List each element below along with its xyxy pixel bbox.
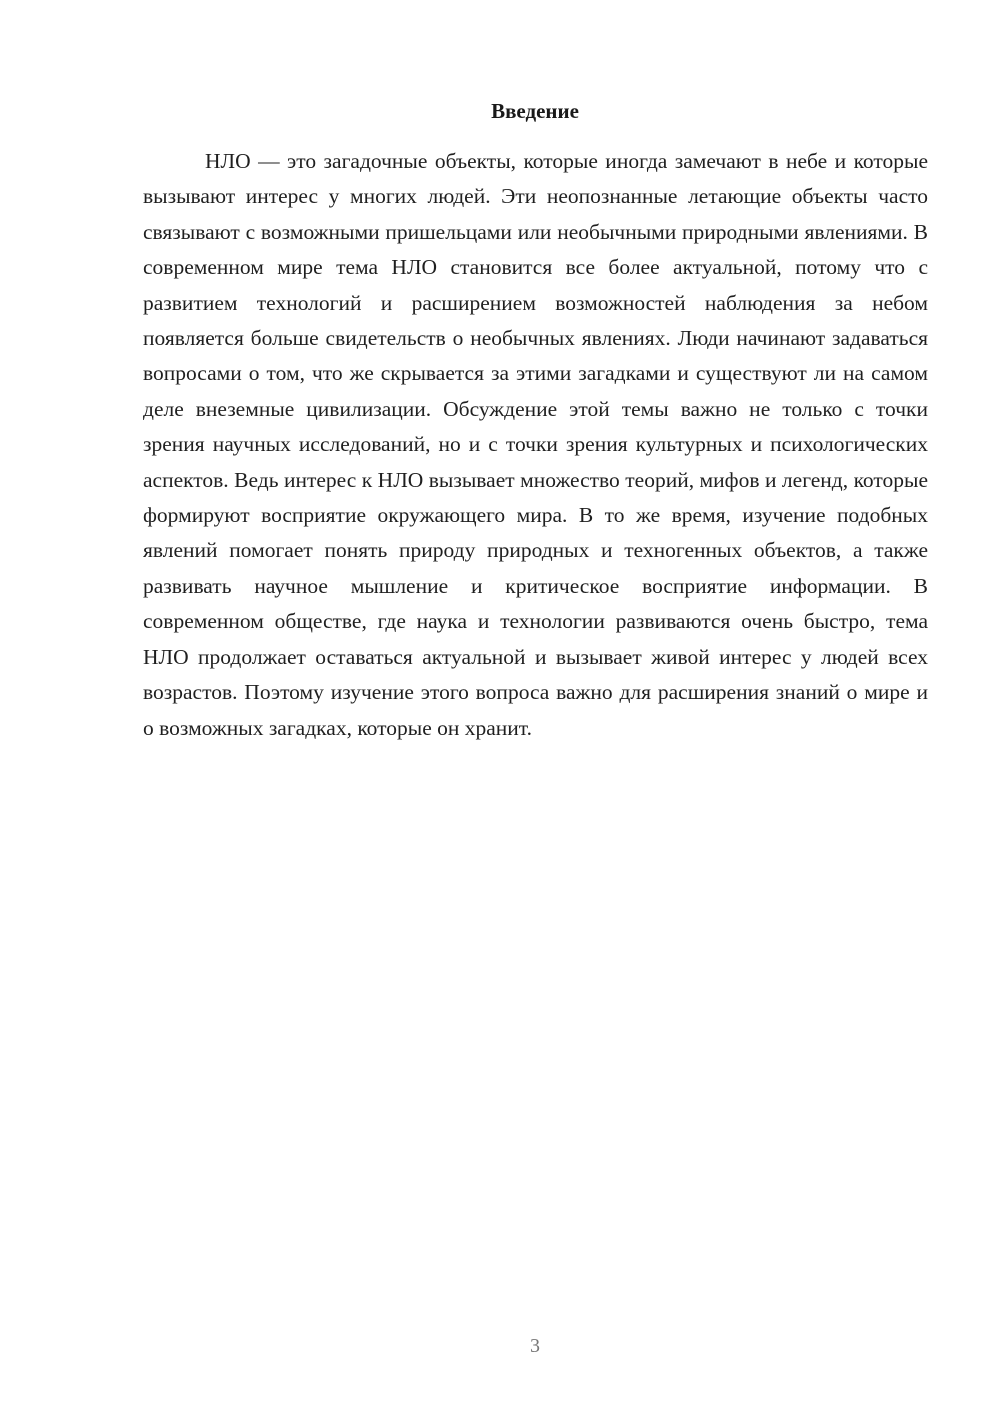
section-heading: Введение [491,99,579,123]
body-paragraph: НЛО — это загадочные объекты, которые иногда замечают в небе и которые вызывают интерес у многих людей. Эти неопознанные летающие объекты часто связывают с возможными пришельцами или необычными природными явлениями. В современном мире тема НЛО становится все более актуальной, потому что с развитием технологий и расширением возможностей наблюдения за небом появляется больше свидетельств о необычных явлениях. Люди начинают задаваться вопросами о том, что же скрывается за этими загадками и существуют ли на самом деле внеземные цивилизации. Обсуждение этой темы важно не только с точки зрения научных исследований, но и с точки зрения культурных и психологических аспектов. Ведь интерес к НЛО вызывает множество теорий, мифов и легенд, которые формируют восприятие окружающего мира. В то же время, изучение подобных явлений помогает понять природу природных и техногенных объектов, а также развивать научное мышление и критическое восприятие информации. В современном обществе, где наука и технологии развиваются очень быстро, тема НЛО продолжает оставаться актуальной и вызывает живой интерес у людей всех возрастов. Поэтому изучение этого вопроса важно для расширения знаний о мире и о возможных загадках, которые он хранит. [143,149,928,740]
page-number: 3 [530,1335,540,1357]
